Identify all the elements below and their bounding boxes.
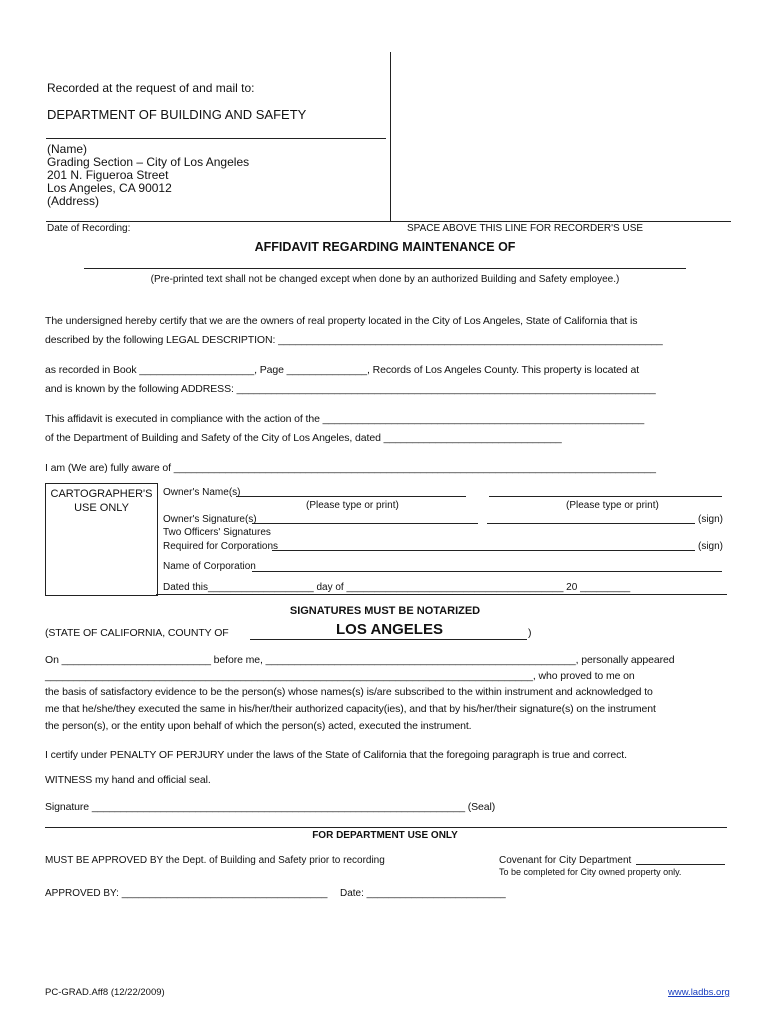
- name-label: (Name): [47, 142, 88, 156]
- owner-name-field-1[interactable]: [236, 496, 466, 497]
- affidavit-title: AFFIDAVIT REGARDING MAINTENANCE OF: [254, 240, 516, 254]
- notary-on-line[interactable]: On __________________________ before me, ______________________________________________________, personally appeared: [45, 654, 675, 666]
- must-be-approved-text: MUST BE APPROVED BY the Dept. of Building and Safety prior to recording: [45, 855, 385, 866]
- corporation-name-field[interactable]: [252, 571, 722, 572]
- fully-aware-line[interactable]: I am (We are) fully aware of ____________________________________________________________________________________: [45, 462, 656, 474]
- owner-signatures-label: Owner's Signature(s): [163, 514, 257, 525]
- state-county-prefix: (STATE OF CALIFORNIA, COUNTY OF: [45, 627, 229, 639]
- compliance-dated-line[interactable]: of the Department of Building and Safety of the City of Los Angeles, dated _______________________________: [45, 432, 562, 444]
- legal-description-line[interactable]: described by the following LEGAL DESCRIPTION: ___________________________________________________________________: [45, 334, 663, 346]
- required-corporations-label: Required for Corporations: [163, 541, 279, 552]
- date-of-recording-label: Date of Recording:: [47, 223, 131, 234]
- cartographer-label-2: USE ONLY: [74, 502, 129, 514]
- covenant-note: To be completed for City owned property only.: [499, 867, 682, 877]
- preprinted-note: (Pre-printed text shall not be changed except when done by an authorized Building and Safety employee.): [150, 274, 620, 285]
- address-line-1: Grading Section – City of Los Angeles: [47, 155, 250, 169]
- department-name: DEPARTMENT OF BUILDING AND SAFETY: [47, 107, 307, 122]
- county-field-line[interactable]: [250, 639, 527, 640]
- owner-names-label: Owner's Name(s): [163, 487, 241, 498]
- owner-block-bottom-line: [156, 594, 727, 595]
- notary-paragraph-line-1: the basis of satisfactory evidence to be the person(s) whose names(s) is/are subscribed to the within instrument and acknowledged to: [45, 686, 653, 698]
- officer-signature-field[interactable]: [272, 550, 695, 551]
- approval-date-line[interactable]: Date: _________________________: [340, 888, 506, 899]
- witness-statement: WITNESS my hand and official seal.: [45, 774, 211, 786]
- website-link[interactable]: www.ladbs.org: [668, 987, 730, 998]
- notarized-heading: SIGNATURES MUST BE NOTARIZED: [289, 605, 481, 617]
- recorder-line: [46, 221, 731, 222]
- compliance-action-line[interactable]: This affidavit is executed in compliance with the action of the ________________________________________________________: [45, 413, 645, 425]
- title-fill-line[interactable]: [84, 268, 686, 269]
- please-type-hint-1: (Please type or print): [306, 500, 399, 511]
- approved-by-line[interactable]: APPROVED BY: _____________________________________: [45, 888, 328, 899]
- notary-proved-line[interactable]: _____________________________________________________________________________________, who proved to me on: [45, 670, 635, 682]
- recorder-use-label: SPACE ABOVE THIS LINE FOR RECORDER'S USE: [407, 223, 644, 234]
- sign-hint-1: (sign): [698, 514, 724, 525]
- recorded-book-line[interactable]: as recorded in Book ____________________, Page ______________, Records of Los Angeles County. This property is located at: [45, 364, 640, 376]
- address-label: (Address): [47, 194, 100, 208]
- owner-signature-field-1[interactable]: [252, 523, 478, 524]
- county-value[interactable]: LOS ANGELES: [336, 621, 443, 638]
- department-use-divider: [45, 827, 727, 828]
- owner-name-field-2[interactable]: [489, 496, 722, 497]
- recorded-request-text: Recorded at the request of and mail to:: [47, 81, 255, 95]
- notary-signature-line[interactable]: Signature _________________________________________________________________ (Seal): [45, 801, 496, 813]
- ownership-statement: The undersigned hereby certify that we are the owners of real property located in the City of Los Angeles, State of California that is: [45, 315, 638, 327]
- perjury-certification: I certify under PENALTY OF PERJURY under the laws of the State of California that the foregoing paragraph is true and correct.: [45, 749, 627, 761]
- notary-paragraph-line-3: the person(s), or the entity upon behalf of which the person(s) acted, executed the instrument.: [45, 720, 472, 732]
- address-line-3: Los Angeles, CA 90012: [47, 181, 172, 195]
- dated-this-line[interactable]: Dated this___________________ day of _______________________________________ 20 _________: [163, 582, 631, 593]
- name-of-corporation-label: Name of Corporation: [163, 561, 256, 572]
- covenant-field-line[interactable]: [636, 864, 725, 865]
- cartographer-label-1: CARTOGRAPHER'S: [50, 488, 153, 500]
- department-use-heading: FOR DEPARTMENT USE ONLY: [312, 830, 458, 841]
- owner-signature-field-2[interactable]: [487, 523, 695, 524]
- recorder-divider: [390, 52, 391, 222]
- sign-hint-2: (sign): [698, 541, 724, 552]
- address-line-2: 201 N. Figueroa Street: [47, 168, 169, 182]
- form-id: PC-GRAD.Aff8 (12/22/2009): [45, 987, 165, 998]
- name-line: [46, 138, 386, 139]
- state-county-suffix: ): [528, 627, 532, 639]
- property-address-line[interactable]: and is known by the following ADDRESS: _________________________________________________________________________: [45, 383, 656, 395]
- two-officers-label: Two Officers' Signatures: [163, 527, 271, 538]
- notary-paragraph-line-2: me that he/she/they executed the same in his/her/their authorized capacity(ies), and that by his/her/their signature(s) on the instrument: [45, 703, 656, 715]
- covenant-label: Covenant for City Department: [499, 855, 632, 866]
- please-type-hint-2: (Please type or print): [566, 500, 659, 511]
